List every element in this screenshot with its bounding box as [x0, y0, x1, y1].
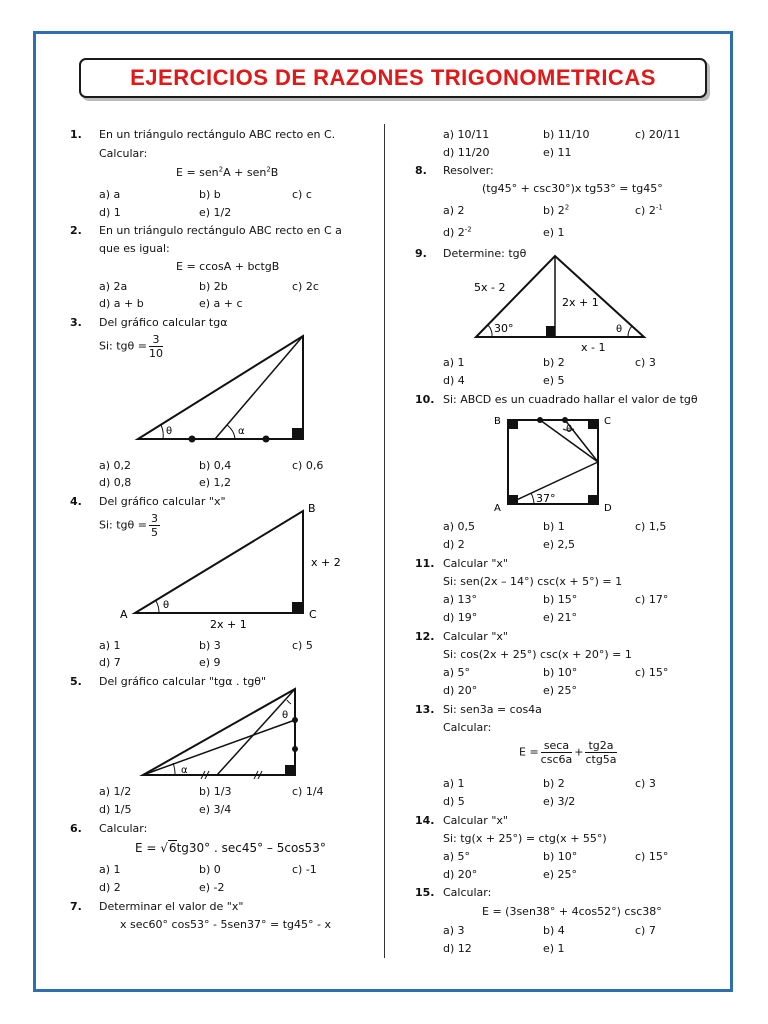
option-e: e) a + c — [199, 297, 243, 310]
formula: Si: tg(x + 25°) = ctg(x + 55°) — [443, 832, 607, 845]
theta-label: θ — [163, 600, 170, 611]
angle-label: 30° — [494, 322, 514, 335]
option-e: e) 11 — [543, 146, 572, 159]
option-a: a) 0,2 — [99, 459, 132, 472]
altitude-label: 2x + 1 — [562, 296, 599, 309]
option-c: c) 17° — [635, 593, 669, 606]
formula: E = sen$^2$A + sen$^2$B — [176, 165, 279, 179]
option-e: e) -2 — [199, 881, 225, 894]
option-d: d) $2^{-2}$ — [443, 225, 472, 239]
option-e: e) 2,5 — [543, 538, 576, 551]
option-b: b) $2^2$ — [543, 203, 570, 217]
problem-text: Determinar el valor de "x" — [99, 900, 244, 913]
option-b: b) 2b — [199, 280, 228, 293]
vertex-a: A — [120, 608, 128, 621]
problem-number: 2. — [70, 224, 82, 237]
problem-text: En un triángulo rectángulo ABC recto en C a — [99, 224, 342, 237]
vertex-b: B — [494, 416, 501, 427]
problem-number: 6. — [70, 822, 82, 835]
given-condition: Si: tgθ = $\frac{3}{5}$ — [99, 512, 158, 539]
option-b: b) 3 — [199, 639, 221, 652]
problem-text: Calcular: — [443, 721, 492, 734]
problem-text: Si: ABCD es un cuadrado hallar el valor de tgθ — [443, 393, 698, 406]
problem-number: 13. — [415, 703, 435, 716]
problem-number: 9. — [415, 247, 427, 260]
problem-text: Calcular "x" — [443, 630, 508, 643]
option-b: b) 15° — [543, 593, 578, 606]
option-c: c) 3 — [635, 356, 656, 369]
given-condition: Si: tgθ = $\frac{3}{10}$ — [99, 333, 163, 360]
problem-number: 15. — [415, 886, 435, 899]
problem-text: En un triángulo rectángulo ABC recto en C. — [99, 128, 336, 141]
theta-label: θ — [616, 324, 623, 335]
option-a: a) 0,5 — [443, 520, 476, 533]
option-a: a) 5° — [443, 666, 471, 679]
vertex-c: C — [604, 416, 611, 427]
option-a: a) a — [99, 188, 121, 201]
angle-label: 37° — [536, 492, 556, 505]
theta-label: θ — [166, 426, 173, 437]
option-d: d) 5 — [443, 795, 465, 808]
triangle-figure-5 — [135, 684, 310, 779]
option-c: c) 15° — [635, 666, 669, 679]
problem-number: 14. — [415, 814, 435, 827]
option-a: a) 2a — [99, 280, 128, 293]
problem-text: que es igual: — [99, 242, 170, 255]
option-d: d) 1 — [99, 206, 121, 219]
formula: (tg45° + csc30°)x tg53° = tg45° — [482, 182, 663, 195]
problem-number: 10. — [415, 393, 435, 406]
title-box — [79, 58, 707, 98]
problem-text: Calcular "x" — [443, 557, 508, 570]
problem-text: Calcular: — [443, 886, 492, 899]
triangle-figure-4 — [115, 500, 345, 635]
formula: E = (3sen38° + 4cos52°) csc38° — [482, 905, 662, 918]
option-e: e) 3/2 — [543, 795, 576, 808]
option-a: a) 1/2 — [99, 785, 132, 798]
problem-number: 4. — [70, 495, 82, 508]
problem-text: Del gráfico calcular "tgα . tgθ" — [99, 675, 267, 688]
option-c: c) 0,6 — [292, 459, 324, 472]
base-label: x - 1 — [581, 341, 606, 354]
option-d: d) 20° — [443, 868, 478, 881]
option-c: c) 7 — [635, 924, 656, 937]
option-e: e) 1/2 — [199, 206, 232, 219]
problem-text: Del gráfico calcular tgα — [99, 316, 228, 329]
problem-number: 8. — [415, 164, 427, 177]
page-title: EJERCICIOS DE RAZONES TRIGONOMETRICAS — [130, 65, 656, 90]
option-c: c) 2c — [292, 280, 319, 293]
option-d: d) 0,8 — [99, 476, 132, 489]
option-c: c) $2^{-1}$ — [635, 203, 663, 217]
option-e: e) 25° — [543, 868, 578, 881]
option-c: c) 3 — [635, 777, 656, 790]
side-label: x + 2 — [311, 556, 341, 569]
option-e: e) 1,2 — [199, 476, 232, 489]
option-c: c) 15° — [635, 850, 669, 863]
formula: Si: sen(2x – 14°) csc(x + 5°) = 1 — [443, 575, 623, 588]
option-e: e) 1 — [543, 942, 565, 955]
option-b: b) 2 — [543, 777, 565, 790]
option-d: d) 7 — [99, 656, 121, 669]
option-c: c) c — [292, 188, 312, 201]
option-a: a) 3 — [443, 924, 465, 937]
vertex-c: C — [309, 608, 317, 621]
option-b: b) 1 — [543, 520, 565, 533]
problem-number: 3. — [70, 316, 82, 329]
option-d: d) 20° — [443, 684, 478, 697]
option-b: b) 0 — [199, 863, 221, 876]
option-e: e) 3/4 — [199, 803, 232, 816]
option-e: e) 21° — [543, 611, 578, 624]
formula: E = ccosA + bctgB — [176, 260, 280, 273]
problem-number: 1. — [70, 128, 82, 141]
option-d: d) 2 — [99, 881, 121, 894]
option-d: d) a + b — [99, 297, 144, 310]
option-a: a) 1 — [443, 777, 465, 790]
option-c: c) -1 — [292, 863, 317, 876]
theta-label: θ — [282, 710, 289, 721]
option-a: a) 10/11 — [443, 128, 490, 141]
option-e: e) 9 — [199, 656, 221, 669]
option-d: d) 12 — [443, 942, 472, 955]
option-b: b) 10° — [543, 666, 578, 679]
option-a: a) 13° — [443, 593, 478, 606]
option-b: b) 0,4 — [199, 459, 232, 472]
option-a: a) 2 — [443, 204, 465, 217]
triangle-figure-9 — [468, 250, 653, 355]
option-a: a) 1 — [99, 863, 121, 876]
option-c: c) 20/11 — [635, 128, 681, 141]
vertex-b: B — [308, 502, 316, 515]
option-a: a) 5° — [443, 850, 471, 863]
option-e: e) 25° — [543, 684, 578, 697]
base-label: 2x + 1 — [210, 618, 247, 631]
column-divider — [384, 124, 385, 958]
option-b: b) 11/10 — [543, 128, 590, 141]
problem-text: Si: sen3a = cos4a — [443, 703, 542, 716]
formula: Si: cos(2x + 25°) csc(x + 20°) = 1 — [443, 648, 632, 661]
problem-text: Calcular: — [99, 822, 148, 835]
problem-number: 7. — [70, 900, 82, 913]
square-figure-10 — [488, 410, 618, 515]
option-b: b) 2 — [543, 356, 565, 369]
problem-number: 12. — [415, 630, 435, 643]
option-b: b) 10° — [543, 850, 578, 863]
option-a: a) 1 — [99, 639, 121, 652]
option-c: c) 1/4 — [292, 785, 324, 798]
vertex-a: A — [494, 503, 501, 514]
alpha-label: α — [181, 765, 188, 776]
option-a: a) 1 — [443, 356, 465, 369]
problem-text: Resolver: — [443, 164, 494, 177]
problem-text: Determine: tgθ — [443, 247, 527, 260]
left-side-label: 5x - 2 — [474, 281, 506, 294]
theta-label: θ — [566, 424, 573, 435]
option-c: c) 1,5 — [635, 520, 667, 533]
vertex-d: D — [604, 503, 612, 514]
option-e: e) 1 — [543, 226, 565, 239]
formula: E = √6tg30° . sec45° – 5cos53° — [135, 841, 326, 855]
option-b: b) b — [199, 188, 221, 201]
problem-number: 5. — [70, 675, 82, 688]
formula: x sec60° cos53° - 5sen37° = tg45° - x — [120, 918, 331, 931]
problem-text: Calcular: — [99, 147, 148, 160]
option-b: b) 1/3 — [199, 785, 232, 798]
alpha-label: α — [238, 426, 245, 437]
problem-number: 11. — [415, 557, 435, 570]
option-d: d) 4 — [443, 374, 465, 387]
option-e: e) 5 — [543, 374, 565, 387]
triangle-figure-3 — [130, 330, 315, 445]
option-d: d) 19° — [443, 611, 478, 624]
problem-text: Calcular "x" — [443, 814, 508, 827]
option-d: d) 11/20 — [443, 146, 490, 159]
option-b: b) 4 — [543, 924, 565, 937]
problem-text: Del gráfico calcular "x" — [99, 495, 226, 508]
option-c: c) 5 — [292, 639, 313, 652]
formula: E = $\frac{\sec a}{\csc 6a}$ + $\frac{tg2a}{\text{ctg5a}}$ — [519, 739, 617, 766]
option-d: d) 1/5 — [99, 803, 132, 816]
option-d: d) 2 — [443, 538, 465, 551]
